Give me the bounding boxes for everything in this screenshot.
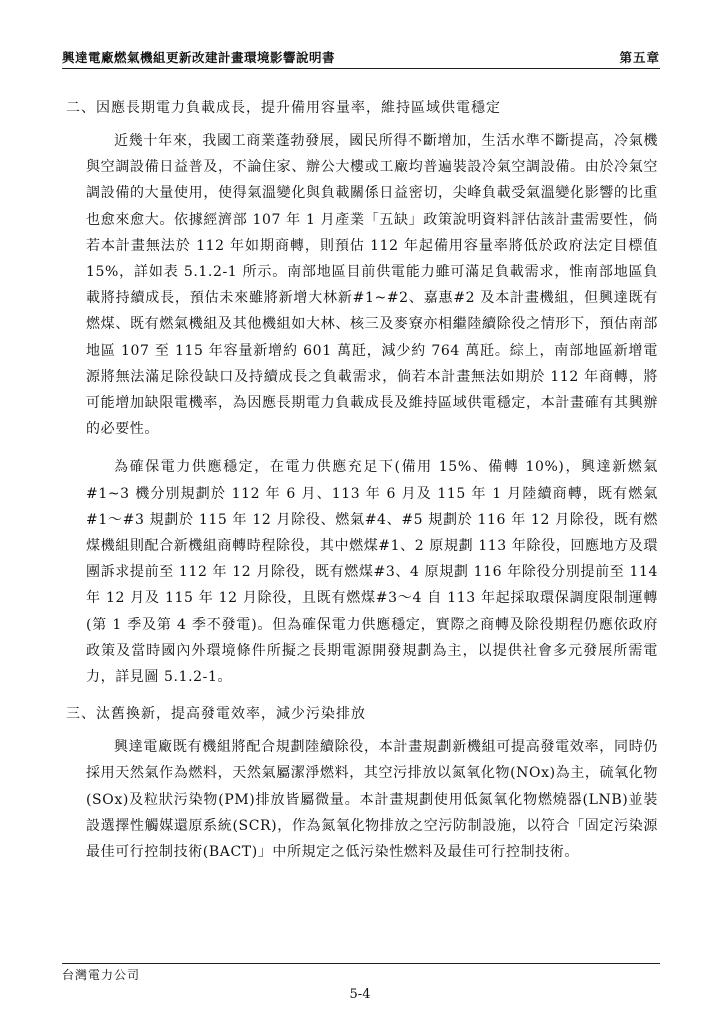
chapter-label: 第五章: [619, 50, 660, 65]
page-number: 5-4: [349, 987, 371, 1002]
section-heading-3: 三、汰舊換新，提高發電效率，減少污染排放: [66, 706, 366, 723]
organization-name: 台灣電力公司: [62, 968, 141, 982]
section-heading-2: 二、因應長期電力負載成長，提升備用容量率，維持區域供電穩定: [66, 100, 501, 116]
paragraph: 興達電廠既有機組將配合規劃陸續除役，本計畫規劃新機組可提高發電效率，同時仍採用天然氣作為燃料，天然氣屬潔淨燃料，其空污排放以氮氧化物(NOx)為主，硫氧化物(SOx)及粒狀污染物(PM)排放皆屬微量。本計畫規劃使用低氮氧化物燃燒器(LNB)並裝設選擇性觸媒還原系統(SCR)，作為氮氧化物排放之空污防制設施，以符合「固定污染源最佳可行控制技術(BACT)」中所規定之低污染性燃料及最佳可行控制技術。: [86, 739, 658, 861]
page-header: [62, 42, 660, 69]
paragraph: 為確保電力供應穩定，在電力供應充足下(備用 15%、備轉 10%)，興達新燃氣#1~3 機分別規劃於 112 年 6 月、113 年 6 月及 115 年 1 月陸續商轉，既有燃氣#1～#3 規劃於 115 年 12 月除役、燃氣#4、#5 規劃於 116 年 12 月除役，既有燃煤機組則配合新機組商轉時程除役，其中燃煤#1、2 原規劃 113 年除役，回應地方及環團訴求提前至 112 年 12 月除役，既有燃煤#3、4 原規劃 116 年除役分別提前至 114 年 12 月及 115 年 12 月除役，且既有燃煤#3～4 自 113 年起採取環保調度限制運轉(第 1 季及第 4 季不發電)。但為確保電力供應穩定，實際之商轉及除役期程仍應依政府政策及當時國內外環境條件所擬之長期電源開發規劃為主，以提供社會多元發展所需電力，詳見圖 5.1.2-1。: [86, 459, 658, 686]
footer-divider: [62, 963, 660, 964]
document-title: 興達電廠燃氣機組更新改建計畫環境影響說明書: [62, 50, 336, 65]
main-content: [66, 96, 658, 877]
paragraph: 近幾十年來，我國工商業蓬勃發展，國民所得不斷增加，生活水準不斷提高，冷氣機與空調設備日益普及，不論住家、辦公大樓或工廠均普遍裝設冷氣空調設備。由於冷氣空調設備的大量使用，使得氣溫變化與負載關係日益密切，尖峰負載受氣溫變化影響的比重也愈來愈大。依據經濟部 107 年 1 月產業「五缺」政策說明資料評估該計畫需要性，倘若本計畫無法於 112 年如期商轉，則預估 112 年起備用容量率將低於政府法定目標值 15%，詳如表 5.1.2-1 所示。南部地區目前供電能力雖可滿足負載需求，惟南部地區負載將持續成長，預估未來雖將新增大林新#1~#2、嘉惠#2 及本計畫機組，但興達既有燃煤、既有燃氣機組及其他機組如大林、核三及麥寮亦相繼陸續除役之情形下，預估南部地區 107 至 115 年容量新增約 601 萬瓩，減少約 764 萬瓩。綜上，南部地區新增電源將無法滿足除役缺口及持續成長之負載需求，倘若本計畫無法如期於 112 年商轉，將可能增加缺限電機率，為因應長期電力負載成長及維持區域供電穩定，本計畫確有其興辦的必要性。: [86, 133, 658, 438]
